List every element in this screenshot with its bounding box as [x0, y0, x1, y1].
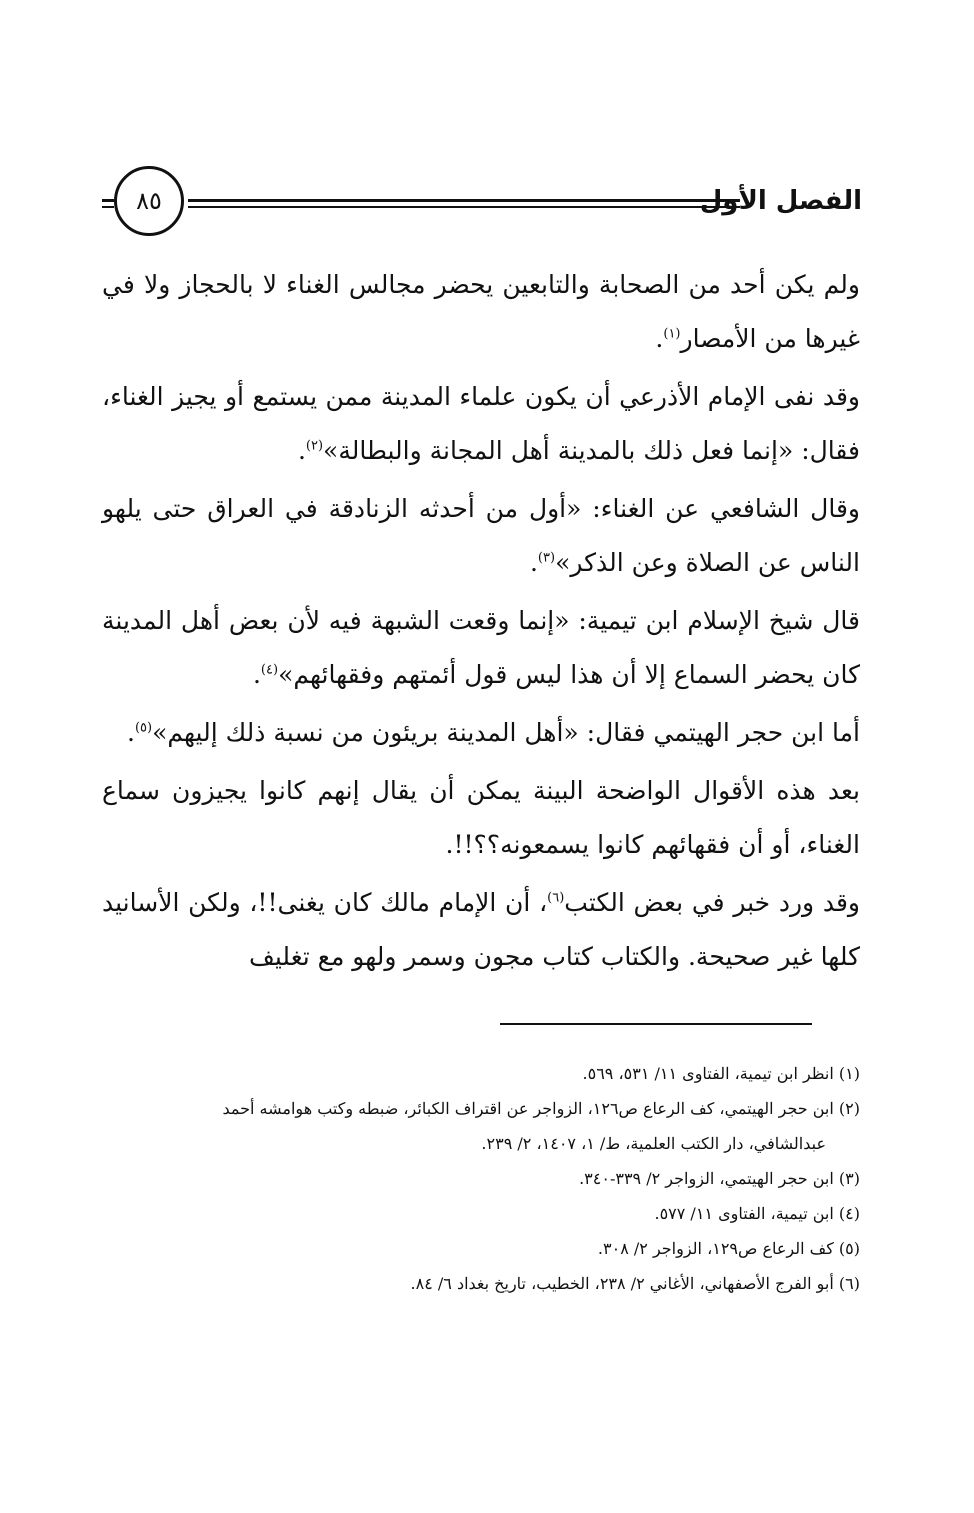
paragraph: [102, 594, 860, 702]
paragraph: [102, 258, 860, 366]
footnote-continuation: عبدالشافي، دار الكتب العلمية، ط/ ١، ١٤٠٧، ٢/ ٢٣٩.: [481, 1134, 826, 1153]
paragraph-text: قال شيخ الإسلام ابن تيمية: «إنما وقعت الشبهة فيه لأن بعض أهل المدينة كان يحضر السماع إلا أن هذا ليس قول أئمتهم وفقهائهم»: [102, 606, 860, 689]
paragraph: [102, 370, 860, 478]
paragraph-text: وقال الشافعي عن الغناء: «أول من أحدثه الزنادقة في العراق حتى يلهو الناس عن الصلاة وعن الذكر»: [102, 494, 860, 577]
paragraph-text: ولم يكن أحد من الصحابة والتابعين يحضر مجالس الغناء لا بالحجاز ولا في غيرها من الأمصار: [102, 270, 860, 353]
footnote: (١) انظر ابن تيمية، الفتاوى ١١/ ٥٣١، ٥٦٩.: [582, 1064, 860, 1083]
footnote: (٣) ابن حجر الهيتمي، الزواجر ٢/ ٣٣٩-٣٤٠.: [579, 1169, 860, 1188]
paragraph-end: .: [655, 324, 664, 353]
footnote-ref[interactable]: (١): [663, 326, 681, 342]
header-rule: [188, 199, 740, 208]
footnote-ref[interactable]: (٣): [537, 550, 556, 566]
paragraph-end: .: [127, 718, 135, 747]
paragraph-end: .: [529, 548, 538, 577]
paragraph-end: .: [252, 660, 261, 689]
paragraph-text: وقد نفى الإمام الأذرعي أن يكون علماء المدينة ممن يستمع أو يجيز الغناء، فقال: «إنما فعل ذلك بالمدينة أهل المجانة والبطالة»: [102, 382, 860, 465]
paragraph: [102, 764, 860, 872]
footnote: (٢) ابن حجر الهيتمي، كف الرعاع ص١٢٦، الزواجر عن اقتراف الكبائر، ضبطه وكتب هوامشه أحمد: [222, 1099, 860, 1118]
paragraph: [102, 706, 860, 760]
paragraph-text: أما ابن حجر الهيتمي فقال: «أهل المدينة بريئون من نسبة ذلك إليهم»: [152, 718, 860, 747]
paragraph-text: بعد هذه الأقوال الواضحة البينة يمكن أن يقال إنهم كانوا يجيزون سماع الغناء، أو أن فقهائهم كانوا يسمعونه؟؟!!.: [102, 776, 860, 859]
paragraph-text: وقد ورد خبر في بعض الكتب: [564, 888, 860, 917]
footnote-ref[interactable]: (٦): [547, 890, 565, 906]
paragraph: [102, 876, 860, 984]
paragraph-end: .: [297, 436, 306, 465]
footnote: (٥) كف الرعاع ص١٢٩، الزواجر ٢/ ٣٠٨.: [597, 1239, 860, 1258]
header-rule-end: [102, 199, 114, 208]
page-number-circle: [114, 166, 184, 236]
footnote: (٦) أبو الفرج الأصفهاني، الأغاني ٢/ ٢٣٨، الخطيب، تاريخ بغداد ٦/ ٨٤.: [410, 1274, 860, 1293]
footnote: (٤) ابن تيمية، الفتاوى ١١/ ٥٧٧.: [654, 1204, 860, 1223]
page-number: ٨٥: [136, 187, 162, 215]
paragraph: [102, 482, 860, 590]
page-header: [100, 166, 866, 246]
footnote-separator: [500, 1023, 812, 1025]
footnote-ref[interactable]: (٢): [305, 438, 324, 454]
main-text: [102, 258, 860, 984]
paragraph-end: ، أن الإمام مالك كان يغنى!!، ولكن الأسانيد كلها غير صحيحة. والكتاب كتاب مجون وسمر ولهو مع تغليف: [102, 888, 860, 971]
footnotes: [106, 1056, 860, 1301]
footnote-ref[interactable]: (٤): [260, 662, 279, 678]
chapter-title: الفصل الأول: [699, 186, 862, 216]
footnote-ref[interactable]: (٥): [134, 720, 153, 736]
